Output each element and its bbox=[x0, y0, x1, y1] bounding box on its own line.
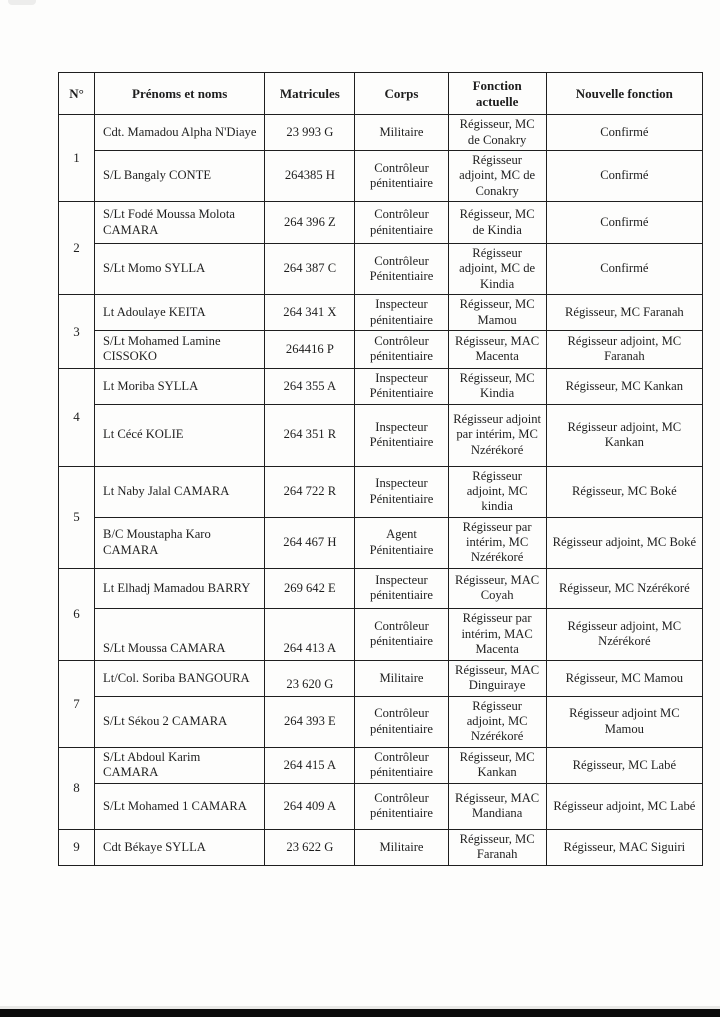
table-header-row bbox=[59, 73, 703, 115]
cell-nouvelle-fonction: Régisseur adjoint, MC Labé bbox=[546, 783, 702, 829]
cell-name: Lt Adoulaye KEITA bbox=[95, 295, 265, 331]
table-row bbox=[59, 330, 703, 368]
cell-matricule: 23 620 G bbox=[265, 660, 355, 696]
row-group-number: 7 bbox=[59, 660, 95, 747]
cell-fonction-actuelle: Régisseur, MC de Conakry bbox=[448, 115, 546, 151]
cell-nouvelle-fonction: Régisseur adjoint, MC Faranah bbox=[546, 330, 702, 368]
table-row bbox=[59, 783, 703, 829]
cell-matricule: 264385 H bbox=[265, 151, 355, 202]
table-row bbox=[59, 244, 703, 295]
cell-fonction-actuelle: Régisseur, MC Mamou bbox=[448, 295, 546, 331]
cell-matricule: 264 341 X bbox=[265, 295, 355, 331]
cell-nouvelle-fonction: Confirmé bbox=[546, 115, 702, 151]
cell-corps: Contrôleur pénitentiaire bbox=[355, 608, 448, 660]
cell-corps: Contrôleur pénitentiaire bbox=[355, 747, 448, 783]
scan-artifact-smudge bbox=[8, 0, 36, 5]
cell-matricule: 269 642 E bbox=[265, 568, 355, 608]
column-header: N° bbox=[59, 73, 95, 115]
cell-name: Lt Naby Jalal CAMARA bbox=[95, 466, 265, 517]
assignment-table bbox=[58, 72, 703, 866]
cell-name: Lt Elhadj Mamadou BARRY bbox=[95, 568, 265, 608]
cell-corps: Inspecteur Pénitentiaire bbox=[355, 404, 448, 466]
table-row bbox=[59, 568, 703, 608]
cell-corps: Agent Pénitentiaire bbox=[355, 517, 448, 568]
cell-fonction-actuelle: Régisseur adjoint, MC de Conakry bbox=[448, 151, 546, 202]
cell-corps: Militaire bbox=[355, 829, 448, 865]
cell-matricule: 264 393 E bbox=[265, 696, 355, 747]
cell-name: S/Lt Abdoul Karim CAMARA bbox=[95, 747, 265, 783]
cell-name: S/Lt Moussa CAMARA bbox=[95, 608, 265, 660]
scan-artifact-bottom-bar bbox=[0, 1009, 720, 1017]
row-group-number: 9 bbox=[59, 829, 95, 865]
row-group-number: 4 bbox=[59, 368, 95, 466]
cell-corps: Militaire bbox=[355, 115, 448, 151]
cell-name: S/Lt Fodé Moussa Molota CAMARA bbox=[95, 202, 265, 244]
row-group-number: 5 bbox=[59, 466, 95, 568]
cell-nouvelle-fonction: Régisseur, MC Mamou bbox=[546, 660, 702, 696]
cell-matricule: 264 409 A bbox=[265, 783, 355, 829]
table-row bbox=[59, 517, 703, 568]
cell-nouvelle-fonction: Régisseur adjoint, MC Kankan bbox=[546, 404, 702, 466]
table-row bbox=[59, 466, 703, 517]
cell-fonction-actuelle: Régisseur adjoint, MC de Kindia bbox=[448, 244, 546, 295]
cell-fonction-actuelle: Régisseur adjoint par intérim, MC Nzérékoré bbox=[448, 404, 546, 466]
cell-corps: Inspecteur Pénitentiaire bbox=[355, 368, 448, 404]
cell-corps: Contrôleur pénitentiaire bbox=[355, 696, 448, 747]
row-group-number: 6 bbox=[59, 568, 95, 660]
cell-name: S/L Bangaly CONTE bbox=[95, 151, 265, 202]
cell-corps: Inspecteur Pénitentiaire bbox=[355, 466, 448, 517]
row-group-number: 3 bbox=[59, 295, 95, 369]
cell-name: Lt/Col. Soriba BANGOURA bbox=[95, 660, 265, 696]
cell-fonction-actuelle: Régisseur par intérim, MC Nzérékoré bbox=[448, 517, 546, 568]
cell-corps: Inspecteur pénitentiaire bbox=[355, 568, 448, 608]
row-group-number: 2 bbox=[59, 202, 95, 295]
column-header: Fonction actuelle bbox=[448, 73, 546, 115]
cell-name: B/C Moustapha Karo CAMARA bbox=[95, 517, 265, 568]
row-group-number: 1 bbox=[59, 115, 95, 202]
header-row bbox=[59, 73, 703, 115]
cell-matricule: 264 415 A bbox=[265, 747, 355, 783]
cell-nouvelle-fonction: Confirmé bbox=[546, 244, 702, 295]
cell-nouvelle-fonction: Confirmé bbox=[546, 202, 702, 244]
cell-fonction-actuelle: Régisseur, MC Kindia bbox=[448, 368, 546, 404]
cell-nouvelle-fonction: Régisseur, MC Faranah bbox=[546, 295, 702, 331]
cell-name: S/Lt Momo SYLLA bbox=[95, 244, 265, 295]
cell-matricule: 23 993 G bbox=[265, 115, 355, 151]
cell-fonction-actuelle: Régisseur, MAC Mandiana bbox=[448, 783, 546, 829]
cell-matricule: 264 413 A bbox=[265, 608, 355, 660]
cell-name: Lt Cécé KOLIE bbox=[95, 404, 265, 466]
cell-corps: Inspecteur pénitentiaire bbox=[355, 295, 448, 331]
cell-matricule: 264 355 A bbox=[265, 368, 355, 404]
cell-corps: Contrôleur pénitentiaire bbox=[355, 783, 448, 829]
cell-nouvelle-fonction: Régisseur adjoint, MC Boké bbox=[546, 517, 702, 568]
column-header: Prénoms et noms bbox=[95, 73, 265, 115]
cell-matricule: 264 467 H bbox=[265, 517, 355, 568]
cell-matricule: 264416 P bbox=[265, 330, 355, 368]
cell-matricule: 264 351 R bbox=[265, 404, 355, 466]
table-row bbox=[59, 368, 703, 404]
cell-fonction-actuelle: Régisseur, MC Faranah bbox=[448, 829, 546, 865]
cell-name: S/Lt Mohamed 1 CAMARA bbox=[95, 783, 265, 829]
cell-nouvelle-fonction: Régisseur adjoint, MC Nzérékoré bbox=[546, 608, 702, 660]
cell-fonction-actuelle: Régisseur, MAC Dinguiraye bbox=[448, 660, 546, 696]
table-body bbox=[59, 115, 703, 866]
row-group-number: 8 bbox=[59, 747, 95, 829]
cell-nouvelle-fonction: Régisseur adjoint MC Mamou bbox=[546, 696, 702, 747]
cell-matricule: 264 722 R bbox=[265, 466, 355, 517]
cell-corps: Contrôleur pénitentiaire bbox=[355, 330, 448, 368]
table-row bbox=[59, 747, 703, 783]
table-row bbox=[59, 829, 703, 865]
cell-fonction-actuelle: Régisseur, MC Kankan bbox=[448, 747, 546, 783]
table-row bbox=[59, 404, 703, 466]
cell-corps: Militaire bbox=[355, 660, 448, 696]
cell-nouvelle-fonction: Régisseur, MC Kankan bbox=[546, 368, 702, 404]
cell-matricule: 264 387 C bbox=[265, 244, 355, 295]
table-row bbox=[59, 151, 703, 202]
cell-nouvelle-fonction: Régisseur, MC Labé bbox=[546, 747, 702, 783]
column-header: Nouvelle fonction bbox=[546, 73, 702, 115]
cell-corps: Contrôleur Pénitentiaire bbox=[355, 244, 448, 295]
cell-name: Cdt. Mamadou Alpha N'Diaye bbox=[95, 115, 265, 151]
cell-nouvelle-fonction: Régisseur, MC Nzérékoré bbox=[546, 568, 702, 608]
cell-corps: Contrôleur pénitentiaire bbox=[355, 202, 448, 244]
cell-name: Lt Moriba SYLLA bbox=[95, 368, 265, 404]
cell-fonction-actuelle: Régisseur adjoint, MC kindia bbox=[448, 466, 546, 517]
cell-fonction-actuelle: Régisseur par intérim, MAC Macenta bbox=[448, 608, 546, 660]
cell-fonction-actuelle: Régisseur, MAC Coyah bbox=[448, 568, 546, 608]
cell-fonction-actuelle: Régisseur, MAC Macenta bbox=[448, 330, 546, 368]
cell-nouvelle-fonction: Régisseur, MAC Siguiri bbox=[546, 829, 702, 865]
table-row bbox=[59, 608, 703, 660]
cell-fonction-actuelle: Régisseur adjoint, MC Nzérékoré bbox=[448, 696, 546, 747]
cell-matricule: 264 396 Z bbox=[265, 202, 355, 244]
cell-fonction-actuelle: Régisseur, MC de Kindia bbox=[448, 202, 546, 244]
column-header: Matricules bbox=[265, 73, 355, 115]
table-row bbox=[59, 295, 703, 331]
cell-name: Cdt Békaye SYLLA bbox=[95, 829, 265, 865]
cell-name: S/Lt Sékou 2 CAMARA bbox=[95, 696, 265, 747]
cell-nouvelle-fonction: Confirmé bbox=[546, 151, 702, 202]
cell-corps: Contrôleur pénitentiaire bbox=[355, 151, 448, 202]
cell-matricule: 23 622 G bbox=[265, 829, 355, 865]
table-row bbox=[59, 202, 703, 244]
table-row bbox=[59, 696, 703, 747]
table-row bbox=[59, 660, 703, 696]
cell-nouvelle-fonction: Régisseur, MC Boké bbox=[546, 466, 702, 517]
cell-name: S/Lt Mohamed Lamine CISSOKO bbox=[95, 330, 265, 368]
table-row bbox=[59, 115, 703, 151]
column-header: Corps bbox=[355, 73, 448, 115]
